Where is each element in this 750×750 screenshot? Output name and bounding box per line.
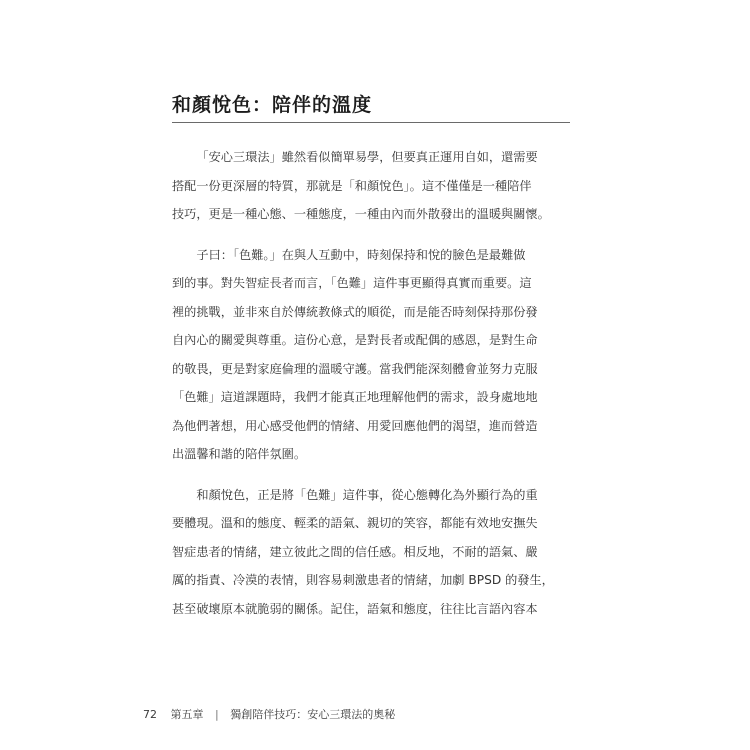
paragraph-1: 「安心三環法」雖然看似簡單易學，但要真正運用自如，還需要 搭配一份更深層的特質，那就是「和顏悅色」。這不僅僅是一種陪伴 技巧，更是一種心態、一種態度，一種由內而外散發出的溫暖與關懷。	[172, 150, 550, 221]
chapter-label: 第五章	[170, 708, 204, 721]
paragraph-3: 和顏悅色，正是將「色難」這件事，從心態轉化為外顯行為的重 要體現。溫和的態度、輕柔的語氣、親切的笑容，都能有效地安撫失 智症患者的情緒，建立彼此之間的信任感。相反地，不耐的語氣、嚴 厲的指責、冷漠的表情，則容易刺激患者的情緒，加劇 BPSD 的發生， 甚至破壞原本就脆弱的關係。記住，語氣和態度，往往比言語內容本	[172, 487, 554, 616]
section-title: 和顏悅色：陪伴的溫度	[172, 94, 373, 116]
chapter-title: 獨創陪伴技巧：安心三環法的奧秘	[230, 708, 396, 721]
title-divider	[172, 122, 570, 123]
page-footer	[143, 706, 395, 722]
paragraph-2: 子曰：「色難。」在與人互動中，時刻保持和悅的臉色是最難做 到的事。對失智症長者而言，「色難」這件事更顯得真實而重要。這 裡的挑戰，並非來自於傳統教條式的順從，而是能否時刻保持那份發 自內心的關愛與尊重。這份心意，是對長者或配偶的感恩，是對生命 的敬畏，更是對家庭倫理的溫暖守護。當我們能深刻體會並努力克服 「色難」這道課題時，我們才能真正地理解他們的需求，設身處地地 為他們著想，用心感受他們的情緒、用愛回應他們的渴望，進而營造 出溫馨和諧的陪伴氛圍。	[172, 247, 538, 461]
body-text	[172, 143, 572, 635]
page-number: 72	[143, 708, 157, 721]
footer-separator: |	[215, 708, 219, 721]
